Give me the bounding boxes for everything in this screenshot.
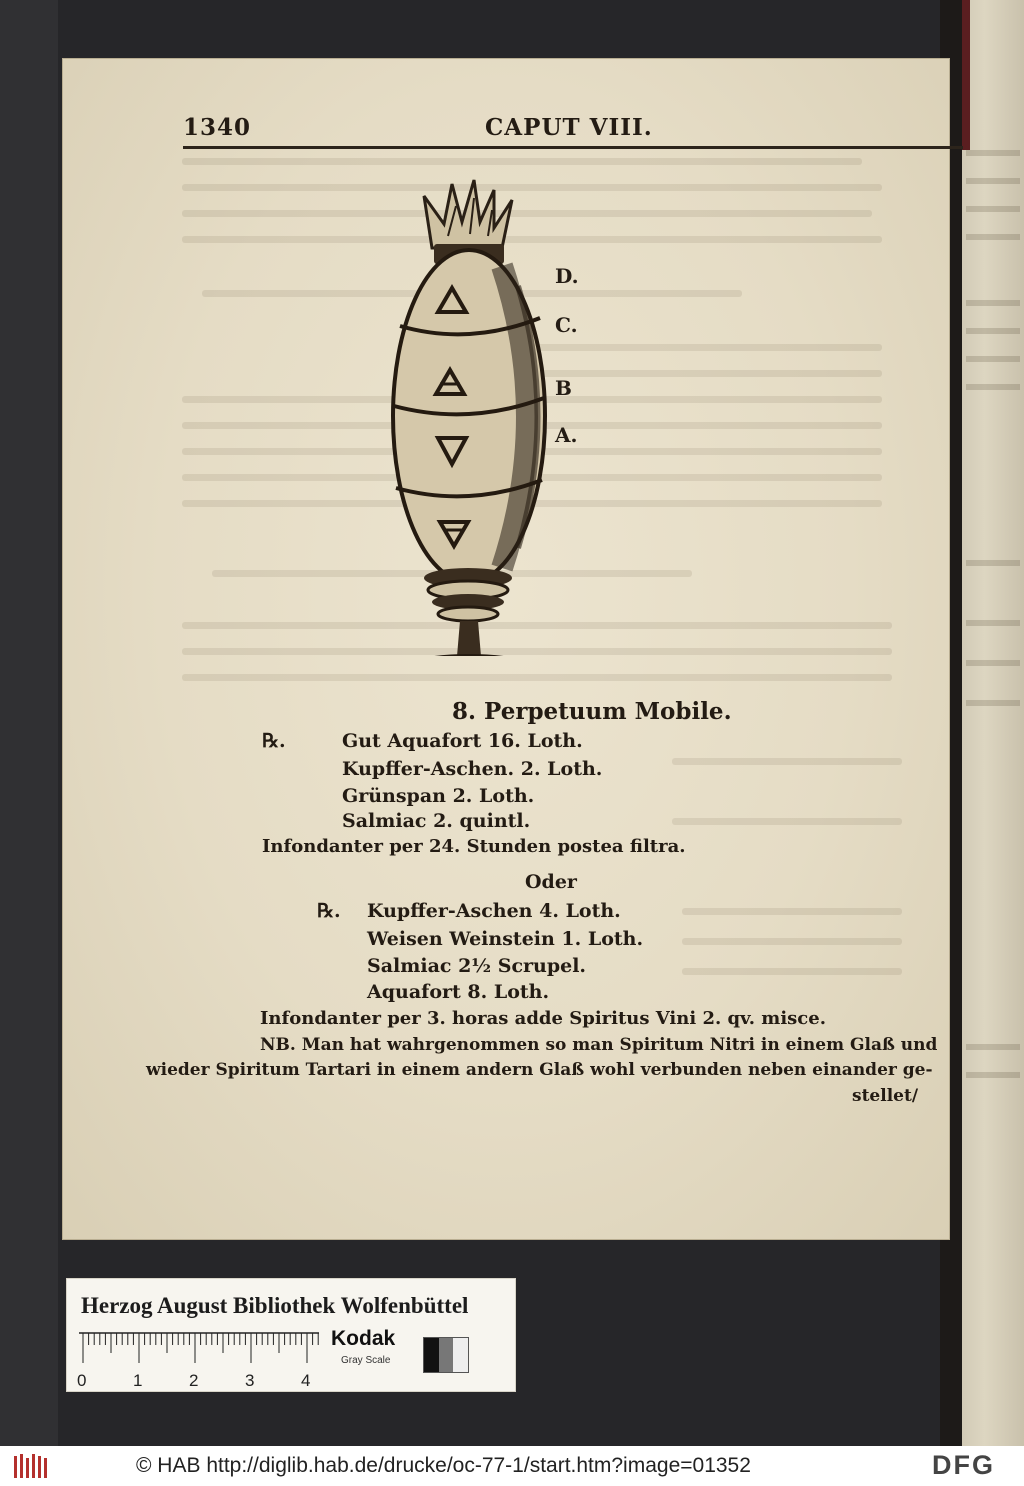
recipe-item: Salmiac 2. quintl. <box>342 810 531 832</box>
recipe-item: Weisen Weinstein 1. Loth. <box>367 928 644 950</box>
recipe-item: Kupffer-Aschen 4. Loth. <box>367 900 621 922</box>
gray-scale-label: Gray Scale <box>341 1355 391 1366</box>
kodak-brand: Kodak <box>331 1327 396 1350</box>
recipe-item: Aquafort 8. Loth. <box>367 981 550 1003</box>
header-rule <box>183 146 963 149</box>
note-line: NB. Man hat wahrgenommen so man Spiritum Nitri in einem Glaß und <box>260 1035 938 1055</box>
recipe-instruction: Infondanter per 3. horas adde Spiritus Vini 2. qv. misce. <box>260 1008 826 1029</box>
recipe-item: Gut Aquafort 16. Loth. <box>342 730 583 752</box>
ruler-number: 1 <box>133 1371 143 1390</box>
left-board <box>0 0 58 1446</box>
figure-label-c: C. <box>555 313 578 337</box>
note-line: wieder Spiritum Tartari in einem andern Glaß wohl verbunden neben einander ge- <box>146 1060 933 1080</box>
note-line: stellet/ <box>852 1086 919 1106</box>
library-color-card <box>66 1278 516 1392</box>
ruler-number: 0 <box>77 1371 87 1390</box>
page-number: 1340 <box>183 114 252 141</box>
recipe-title: 8. Perpetuum Mobile. <box>452 698 732 725</box>
vessel-crown <box>424 180 512 248</box>
footer-bar <box>0 1446 1024 1486</box>
book-page <box>62 58 950 1240</box>
recipe-item: Grünspan 2. Loth. <box>342 785 535 807</box>
ruler-number: 3 <box>245 1371 255 1390</box>
ruler-number: 2 <box>189 1371 199 1390</box>
recipe-symbol: ℞. <box>317 900 341 922</box>
recipe-separator: Oder <box>525 871 577 893</box>
figure-label-b: B <box>555 376 572 400</box>
recipe-instruction: Infondanter per 24. Stunden postea filtra. <box>262 836 686 857</box>
recipe-item: Kupffer-Aschen. 2. Loth. <box>342 758 603 780</box>
institution-name: Herzog August Bibliothek Wolfenbüttel <box>81 1293 469 1318</box>
source-url[interactable]: © HAB http://diglib.hab.de/drucke/oc-77-1/start.htm?image=01352 <box>136 1454 751 1477</box>
running-head: CAPUT VIII. <box>485 114 653 141</box>
bookmark-ribbon <box>962 0 970 150</box>
vessel-illustration <box>352 176 612 656</box>
hab-logo-icon <box>12 1452 52 1480</box>
recipe-symbol: ℞. <box>262 730 286 752</box>
figure-label-d: D. <box>555 264 579 288</box>
gray-swatch <box>423 1337 469 1373</box>
recipe-item: Salmiac 2½ Scrupel. <box>367 955 587 977</box>
facing-page <box>958 0 1024 1446</box>
ruler-scale <box>79 1331 319 1365</box>
dfg-logo: DFG <box>932 1450 995 1480</box>
figure-label-a: A. <box>555 423 578 447</box>
ruler-number: 4 <box>301 1371 311 1390</box>
